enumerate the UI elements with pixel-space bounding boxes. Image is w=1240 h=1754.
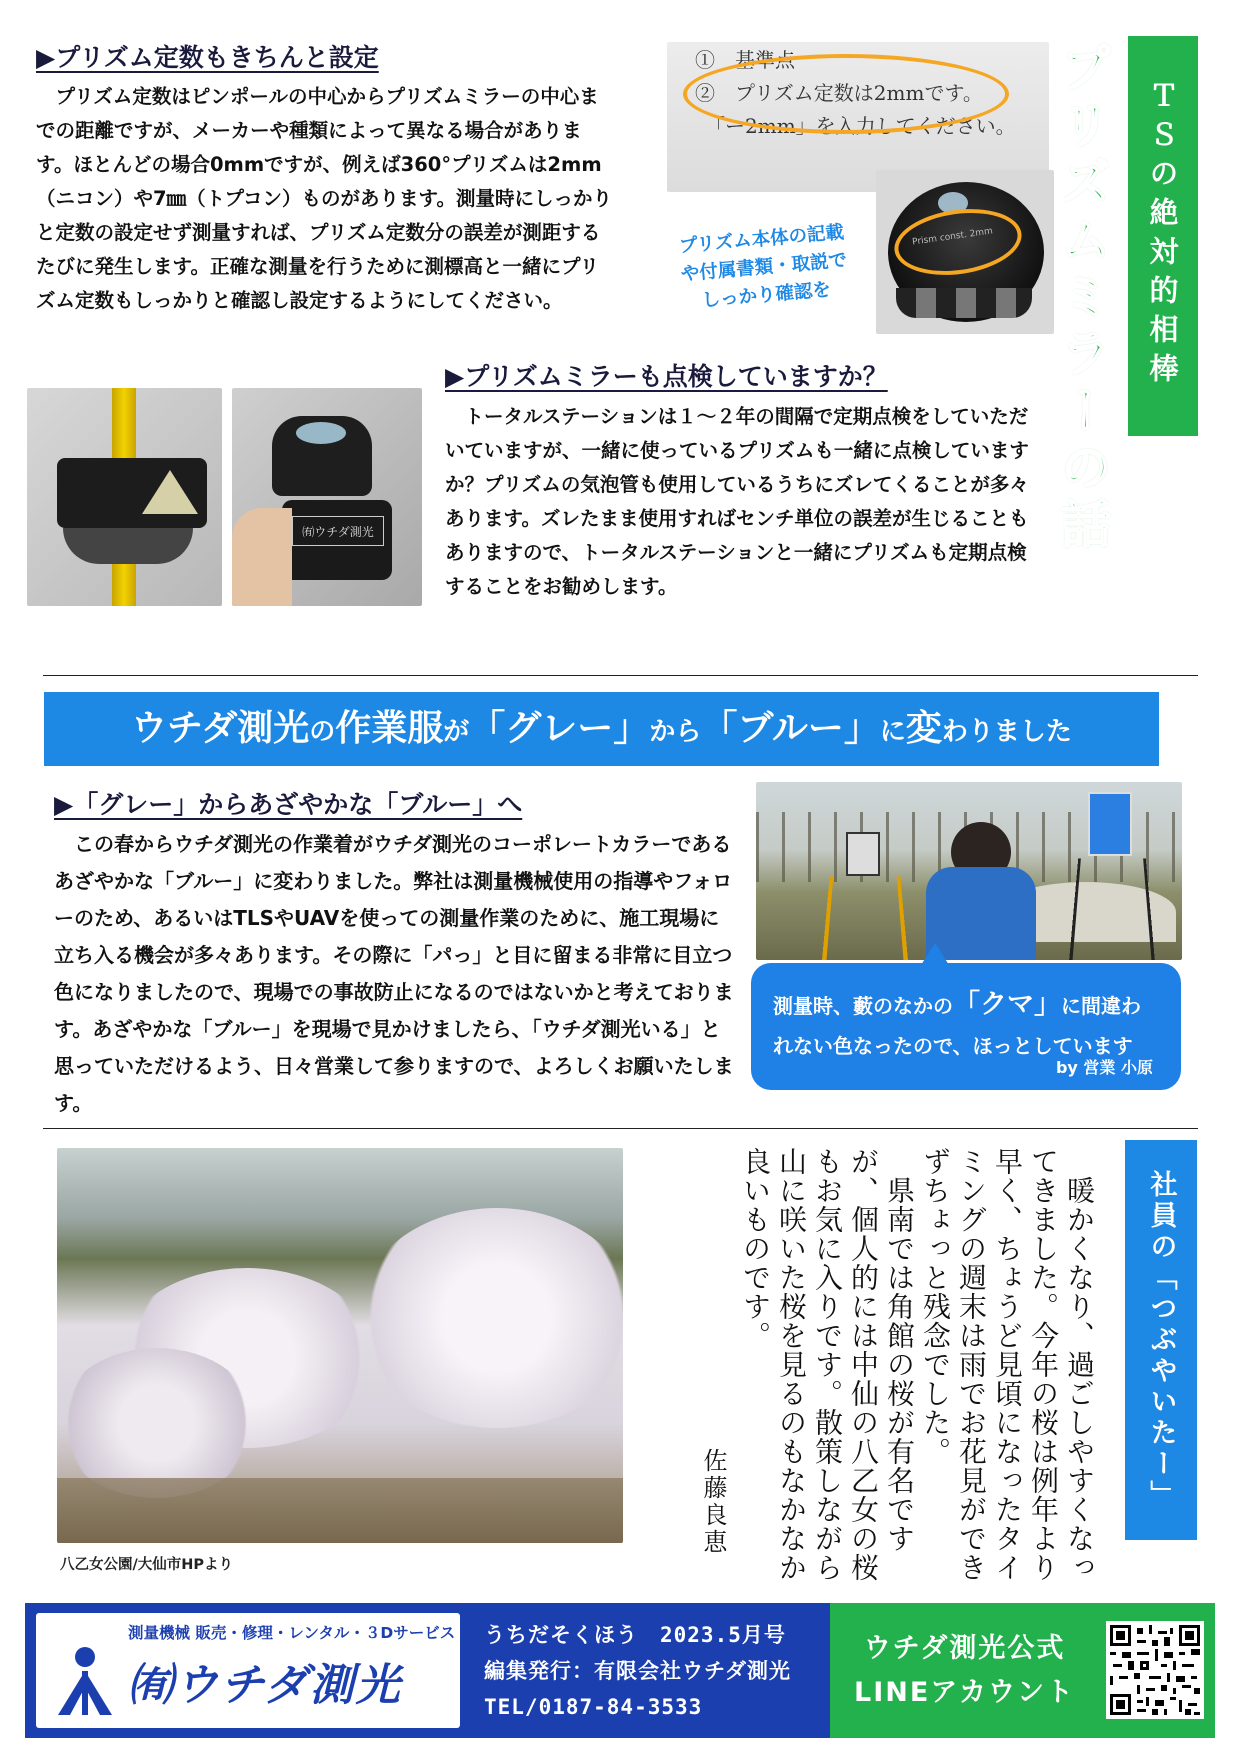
doc-line-2: ② プリズム定数は2mmです。 — [695, 81, 983, 105]
cherry-blossom-photo — [57, 1148, 623, 1543]
company-card — [36, 1613, 460, 1728]
line-account-line-1: ウチダ測光公式 — [863, 1633, 1066, 1664]
doc-line-3: 「ー2mm」を入力してください。 — [695, 114, 1016, 138]
banner-part-7: 「ブルー」 — [701, 708, 880, 749]
section2-heading: ▶プリズムミラーも点検していますか？ — [445, 362, 888, 391]
divider-bottom — [43, 1128, 1198, 1129]
quote-text-a: 測量時、藪のなかの — [773, 994, 953, 1018]
quote-emphasis: 「クマ」 — [953, 989, 1061, 1020]
section2-paragraph: トータルステーションは１～２年の間隔で定期点検をしていただいていますが、一緒に使っているプリズムも一緒に点検していますか？プリズムの気泡管も使用しているうちにズレてくることが多々あります。ズレたまま使用すればセンチ単位の誤差が生じることもありますので、トータルステーションと一緒にプリズムも定期点検することをお勧めします。 — [445, 405, 1029, 598]
banner-part-3: 作業服 — [335, 708, 444, 749]
publisher-line: 編集発行：有限会社ウチダ測光 — [484, 1659, 791, 1683]
banner-part-5: 「グレー」 — [469, 708, 650, 749]
banner-part-10: わりました — [941, 717, 1072, 747]
prism-body-photo — [876, 170, 1054, 334]
ts-partner-tag-text: ＴＳの絶対的相棒 — [1145, 80, 1180, 392]
doc-line-1: ① 基準点 — [695, 48, 795, 72]
company-name: ㈲ウチダ測光 — [128, 1660, 402, 1711]
line-account-line-2: LINEアカウント — [854, 1677, 1076, 1708]
section3-heading: ▶「グレー」からあざやかな「ブルー」へ — [54, 790, 523, 819]
side-title: プリズムミラーの話 — [1053, 42, 1111, 555]
tel-line: TEL/0187-84-3533 — [484, 1695, 703, 1719]
prism-label: Prism const. 2mm — [911, 226, 994, 248]
highlight-ellipse — [683, 54, 1009, 134]
photo-caption: 八乙女公園/大仙市HPより — [60, 1557, 234, 1573]
prism-caption: プリズム本体の記載 や付属書類・取説で しっかり確認を — [678, 221, 848, 312]
banner-part-6: から — [649, 717, 702, 747]
tsubuyaki-tag — [1125, 1140, 1197, 1540]
line-account-text — [854, 1627, 1075, 1715]
quote-text-b: に間違われない色なったので、ほっとしています — [773, 994, 1141, 1058]
banner-part-1: ウチダ測光 — [131, 708, 310, 749]
survey-site-photo — [756, 782, 1182, 960]
tsubuyaki-text: 暖かくなり、過ごしやすくなってきました。今年の桜は例年より早く、ちょうど見頃になったタイミングの週末は雨でお花見ができずちょっと残念でした。 県南では角館の桜が有名ですが、個人的には中仙の八乙女の桜もお気に入りです。散策しながら山に咲いた桜を見るのもなかなか良いものです。 — [739, 1147, 1096, 1582]
prism-mount-photo — [232, 388, 422, 606]
banner-part-9: 変 — [905, 708, 942, 749]
ts-partner-tag — [1128, 36, 1198, 436]
issue-line: うちだそくほう 2023.5月号 — [484, 1623, 786, 1647]
banner-part-4: が — [443, 717, 470, 747]
prism-mount-label: ㈲ウチダ測光 — [292, 516, 384, 546]
line-account-box — [830, 1603, 1215, 1738]
banner-part-8: に — [879, 717, 906, 747]
issue-info — [484, 1617, 791, 1725]
uniform-banner — [44, 692, 1159, 766]
section1-paragraph: プリズム定数はピンポールの中心からプリズムミラーの中心までの距離ですが、メーカーや種類によって異なる場合があります。ほとんどの場合0mmですが、例えば360°プリズムは2mm（ニコン）や7㎜（トプコン）ものがあります。測量時にしっかりと定数の設定せず測量すれば、プリズム定数分の誤差が測距するたびに発生します。正確な測量を行うために測標高と一緒にプリズム定数もしっかりと確認し設定するようにしてください。 — [36, 85, 612, 312]
section3-paragraph: この春からウチダ測光の作業着がウチダ測光のコーポレートカラーであるあざやかな「ブルー」に変わりました。弊社は測量機械使用の指導やフォローのため、あるいはTLSやUAVを使っての測量作業のために、施工現場に立ち入る機会が多々あります。その際に「パっ」と目に留まる非常に目立つ色になりましたので、現場での事故防止になるのではないかと考えております。あざやかな「ブルー」を現場で見かけましたら、「ウチダ測光いる」と思っていただけるよう、日々営業して参りますので、よろしくお願いたします。 — [54, 832, 734, 1115]
banner-part-2: の — [309, 717, 336, 747]
prism-pole-photo — [27, 388, 222, 606]
service-line: 測量機械 販売・修理・レンタル・３Dサービス — [128, 1624, 456, 1642]
divider-top — [43, 675, 1198, 676]
logo-icon — [50, 1645, 120, 1719]
quote-bubble — [751, 963, 1181, 1090]
section1-heading: ▶プリズム定数もきちんと設定 — [36, 43, 379, 72]
tsubuyaki-author: 佐藤良恵 — [699, 1448, 727, 1556]
quote-author: by 営業 小原 — [1055, 1058, 1153, 1077]
qr-code-icon[interactable] — [1106, 1621, 1204, 1719]
tsubuyaki-tag-text: 社員の「つぶやいたー」 — [1145, 1169, 1177, 1511]
